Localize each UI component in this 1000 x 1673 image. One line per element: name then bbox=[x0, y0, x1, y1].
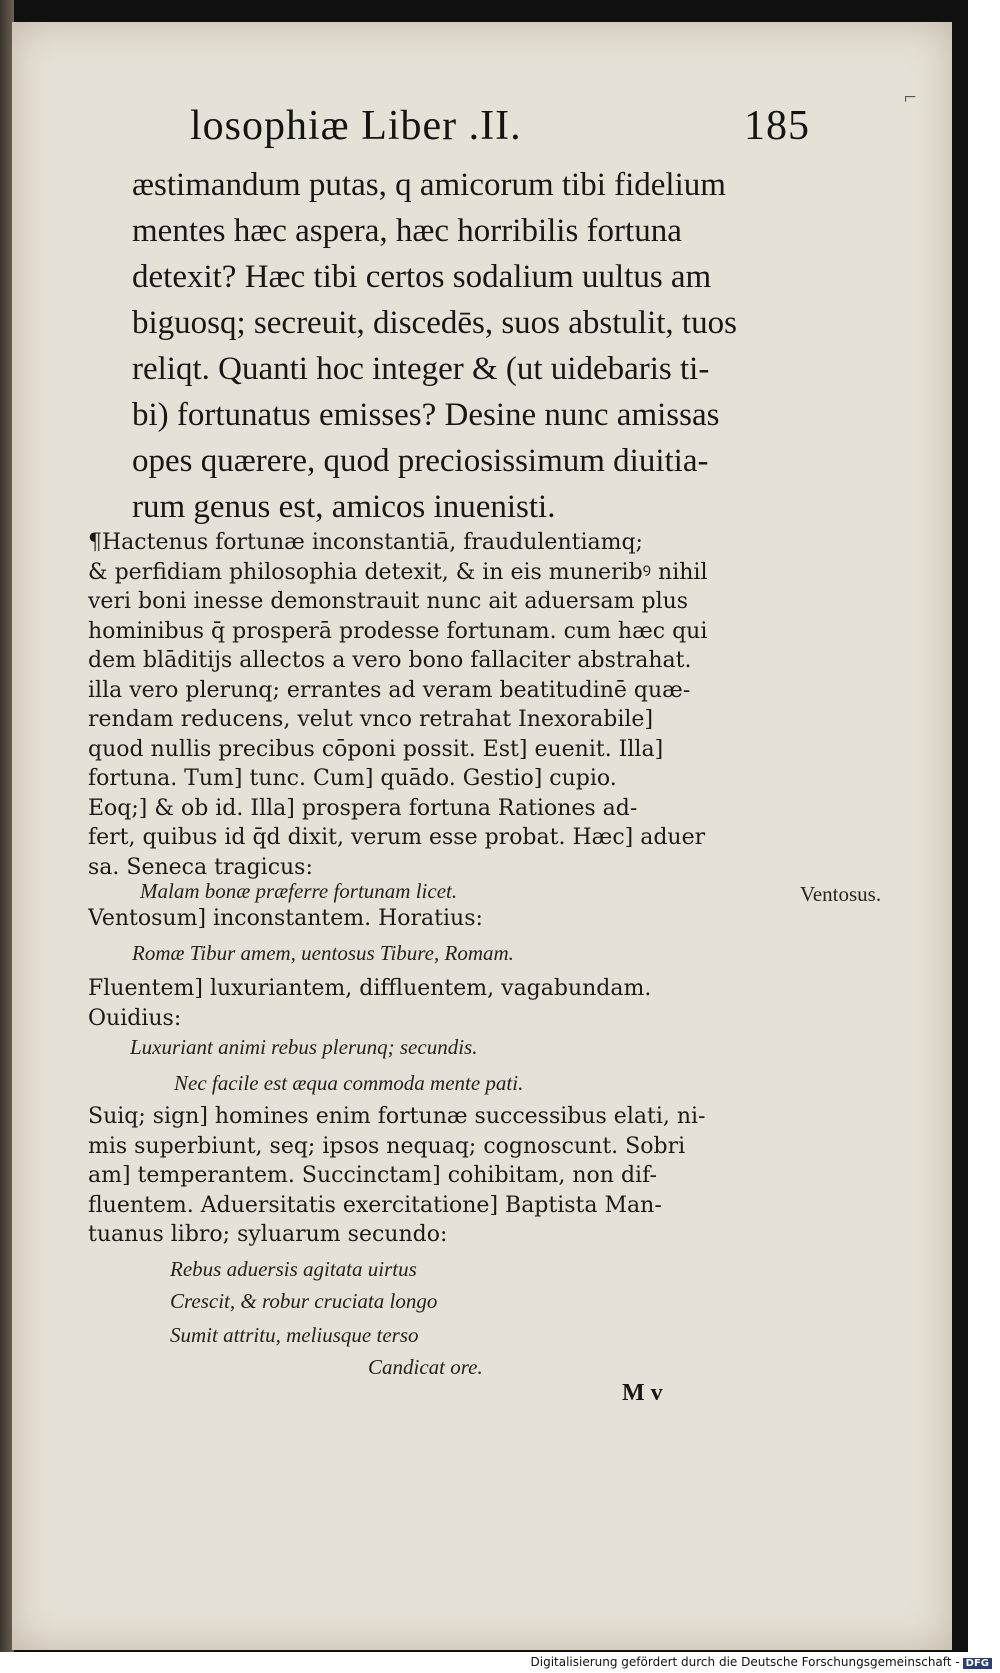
commentary-line: quod nullis precibus cōponi possit. Est] euenit. Illa] bbox=[88, 736, 664, 762]
verse-horatius: Romæ Tibur amem, uentosus Tibure, Romam. bbox=[132, 941, 514, 965]
commentary-line: Eoq;] & ob id. Illa] prospera fortuna Rationes ad- bbox=[88, 795, 638, 821]
commentary-line: ¶Hactenus fortunæ inconstantiā, fraudulentiamq; bbox=[88, 530, 643, 555]
commentary-line: Ouidius: bbox=[88, 1005, 182, 1031]
signature-mark: M v bbox=[622, 1380, 663, 1406]
verse-mantuanus-4: Candicat ore. bbox=[368, 1355, 483, 1379]
commentary-line: tuanus libro; syluarum secundo: bbox=[88, 1222, 448, 1247]
commentary-line: & perfidiam philosophia detexit, & in eis muneribꝰ nihil bbox=[88, 559, 708, 585]
verse-mantuanus-1: Rebus aduersis agitata uirtus bbox=[170, 1257, 417, 1281]
commentary-block-4 bbox=[88, 1102, 808, 1250]
main-text-line: bi) fortunatus emisses? Desine nunc amissas bbox=[132, 397, 720, 433]
page-number: 185 bbox=[744, 103, 810, 149]
commentary-line: fluentem. Aduersitatis exercitatione] Baptista Man- bbox=[88, 1192, 662, 1218]
main-text-line: mentes hæc aspera, hæc horribilis fortuna bbox=[132, 213, 682, 249]
verse-seneca: Malam bonæ præferre fortunam licet. bbox=[140, 879, 458, 903]
commentary-block-2 bbox=[88, 904, 808, 934]
commentary-line: fert, quibus id q̄d dixit, verum esse probat. Hæc] aduer bbox=[88, 825, 706, 850]
main-text-line: biguosq; secreuit, discedēs, suos abstulit, tuos bbox=[132, 305, 737, 341]
commentary-line: illa vero plerunq; errantes ad veram beatitudinē quæ- bbox=[88, 677, 691, 703]
verse-mantuanus-3: Sumit attritu, meliusque terso bbox=[170, 1323, 419, 1347]
main-text-line: opes quærere, quod preciosissimum diuitia- bbox=[132, 443, 709, 479]
commentary-line: hominibus q̄ prosperā prodesse fortunam. cum hæc qui bbox=[88, 618, 708, 644]
footer-text: Digitalisierung gefördert durch die Deutsche Forschungsgemeinschaft - bbox=[530, 1655, 960, 1669]
main-text-block bbox=[132, 162, 812, 530]
commentary-line: Ventosum] inconstantem. Horatius: bbox=[88, 906, 483, 931]
main-text-line: detexit? Hæc tibi certos sodalium uultus am bbox=[132, 259, 712, 295]
verse-ovidius-2: Nec facile est æqua commoda mente pati. bbox=[174, 1071, 524, 1095]
margin-note: Ventosus. bbox=[800, 882, 882, 906]
commentary-line: mis superbiunt, seq; ipsos nequaq; cognoscunt. Sobri bbox=[88, 1133, 686, 1159]
commentary-line: Suiq; sign] homines enim fortunæ successibus elati, ni- bbox=[88, 1104, 706, 1129]
running-title: losophiæ Liber .II. bbox=[190, 103, 522, 149]
main-text-line: æstimandum putas, q amicorum tibi fidelium bbox=[132, 167, 726, 203]
main-text-line: rum genus est, amicos inuenisti. bbox=[132, 489, 556, 525]
commentary-line: veri boni inesse demonstrauit nunc ait aduersam plus bbox=[88, 589, 689, 614]
commentary-line: am] temperantem. Succinctam] cohibitam, non dif- bbox=[88, 1163, 657, 1188]
commentary-block-3 bbox=[88, 974, 808, 1033]
commentary-line: Fluentem] luxuriantem, diffluentem, vagabundam. bbox=[88, 976, 652, 1001]
corner-mark: ⌐ bbox=[904, 84, 917, 109]
footer-credit bbox=[531, 1655, 993, 1669]
commentary-line: dem blāditijs allectos a vero bono fallaciter abstrahat. bbox=[88, 648, 692, 673]
commentary-line: fortuna. Tum] tunc. Cum] quādo. Gestio] cupio. bbox=[88, 766, 617, 791]
verse-mantuanus-2: Crescit, & robur cruciata longo bbox=[170, 1289, 438, 1313]
main-text-line: reliqt. Quanti hoc integer & (ut uidebaris ti- bbox=[132, 351, 710, 387]
dfg-logo: DFG bbox=[963, 1658, 992, 1669]
commentary-line: sa. Seneca tragicus: bbox=[88, 854, 313, 880]
page-header bbox=[190, 92, 810, 152]
commentary-block-1 bbox=[88, 528, 808, 882]
verse-ovidius-1: Luxuriant animi rebus plerunq; secundis. bbox=[130, 1035, 478, 1059]
commentary-line: rendam reducens, velut vnco retrahat Inexorabile] bbox=[88, 707, 654, 732]
